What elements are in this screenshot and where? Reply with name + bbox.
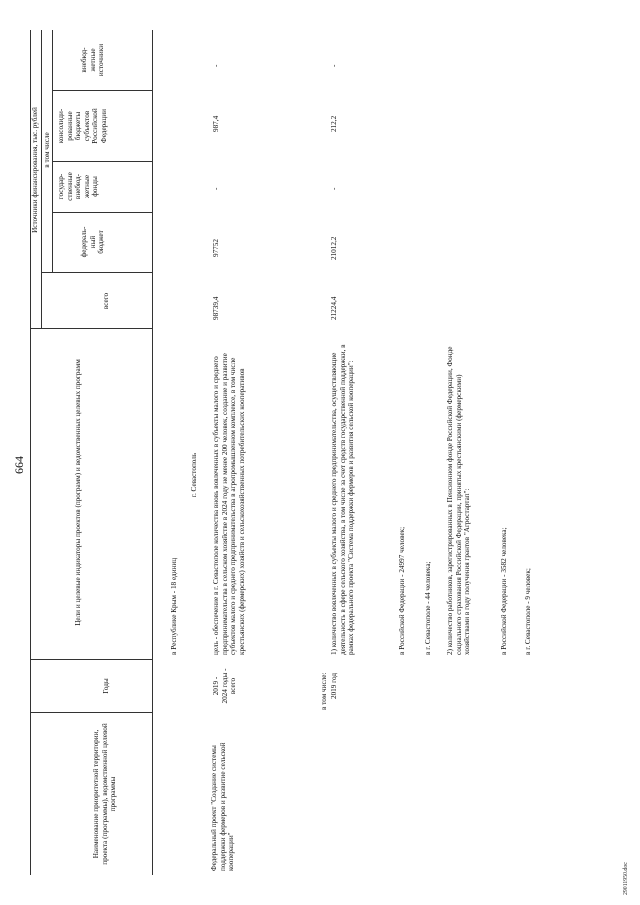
col-rule-federal-state (52, 212, 152, 213)
doc-filename: 29011950.doc (623, 862, 629, 895)
indicator-1-rf: в Российской Федерации - 24997 человек; (398, 526, 406, 655)
project-goal: цель - обеспечение в г. Севастополе количества вновь вовлеченных в субъекты малого и среднего предпринимательства в сельском хозяйстве в 2024 году не менее 200 человек, создание и развитие субъектов малого и среднего предпринимательства в агропромышленном комплексе, в том числе крестьянских (фермерских) хозяйств и сельскохозяйственных потребительских кооперативов (212, 353, 246, 655)
col-rule-state-consolidated (52, 161, 152, 162)
year-2019-state-funds: - (330, 187, 338, 190)
project-years: 2019 - 2024 годы - всего (212, 668, 238, 704)
col-rule-total-federal (41, 272, 152, 273)
including-rule (52, 30, 53, 273)
header-federal: федераль- ный бюджет (80, 226, 106, 258)
header-name: Наименование приоритетной территории, проекта (программы), ведомственной целевой программы (92, 723, 118, 865)
crimea-line: в Республике Крым - 18 единиц (170, 557, 178, 655)
header-state-funds: государ- ственные внебюд- жетные фонды (57, 172, 100, 201)
project-consolidated: 987,4 (212, 115, 220, 132)
year-2019: 2019 год (330, 673, 338, 699)
year-2019-federal: 21012,2 (330, 236, 338, 260)
col-rule-years-goals (30, 659, 152, 660)
header-consolidated: консолиди- рованные бюджеты субъектов Российской Федерации (57, 108, 108, 144)
indicator-2: 2) количество работников, зарегистрированных в Пенсионном фонде Российской Федерации, Фонде социального страхования Российской Федерации, принятых крестьянскими (фермерскими) хозяйствами в году получения грантов "Агростартап": (446, 346, 472, 655)
indicator-1-sev: в г. Севастополе - 44 человека; (424, 561, 432, 655)
col-rule-name-years (30, 712, 152, 713)
funding-group-rule (41, 30, 42, 329)
header-funding-group: Источники финансирования, тыс. рублей (31, 107, 39, 233)
header-bottom-rule (152, 30, 153, 875)
header-total: всего (102, 292, 110, 310)
project-total: 98739,4 (212, 296, 220, 320)
project-federal: 97752 (212, 239, 220, 257)
header-goals: Цели и целевые индикаторы проектов (программ) и ведомственных целевых программ (74, 359, 82, 626)
project-offbudget: - (212, 64, 220, 67)
year-2019-offbudget: - (330, 64, 338, 67)
project-state-funds: - (212, 187, 220, 190)
year-2019-consolidated: 212,2 (330, 115, 338, 132)
year-2019-total: 21224,4 (330, 296, 338, 320)
col-rule-goals-funding (30, 328, 152, 329)
page-number: 664 (12, 456, 26, 474)
indicator-1: 1) количество вовлеченных в субъекты малого и среднего предпринимательства, осуществляющие деятельность в сфере сельского хозяйства, в том числе за счет средств государственной поддержки, в рамках федерального проекта "Система поддержки фермеров и развития сельской кооперации": (330, 344, 356, 655)
header-including: в том числе (43, 132, 51, 168)
city-heading: г. Севастополь (190, 452, 198, 498)
project-name: Федеральный проект "Создание системы поддержки фермеров и развитие сельской кооперации" (210, 742, 236, 871)
including-label: в том числе: (320, 672, 328, 710)
header-offbudget: внебюд- жетные источники (80, 43, 106, 77)
indicator-2-sev: в г. Севастополе - 9 человек; (524, 568, 532, 655)
indicator-2-rf: в Российской Федерации - 3582 человека; (500, 527, 508, 655)
header-years: Годы (102, 678, 110, 694)
col-rule-consolidated-offbudget (52, 90, 152, 91)
